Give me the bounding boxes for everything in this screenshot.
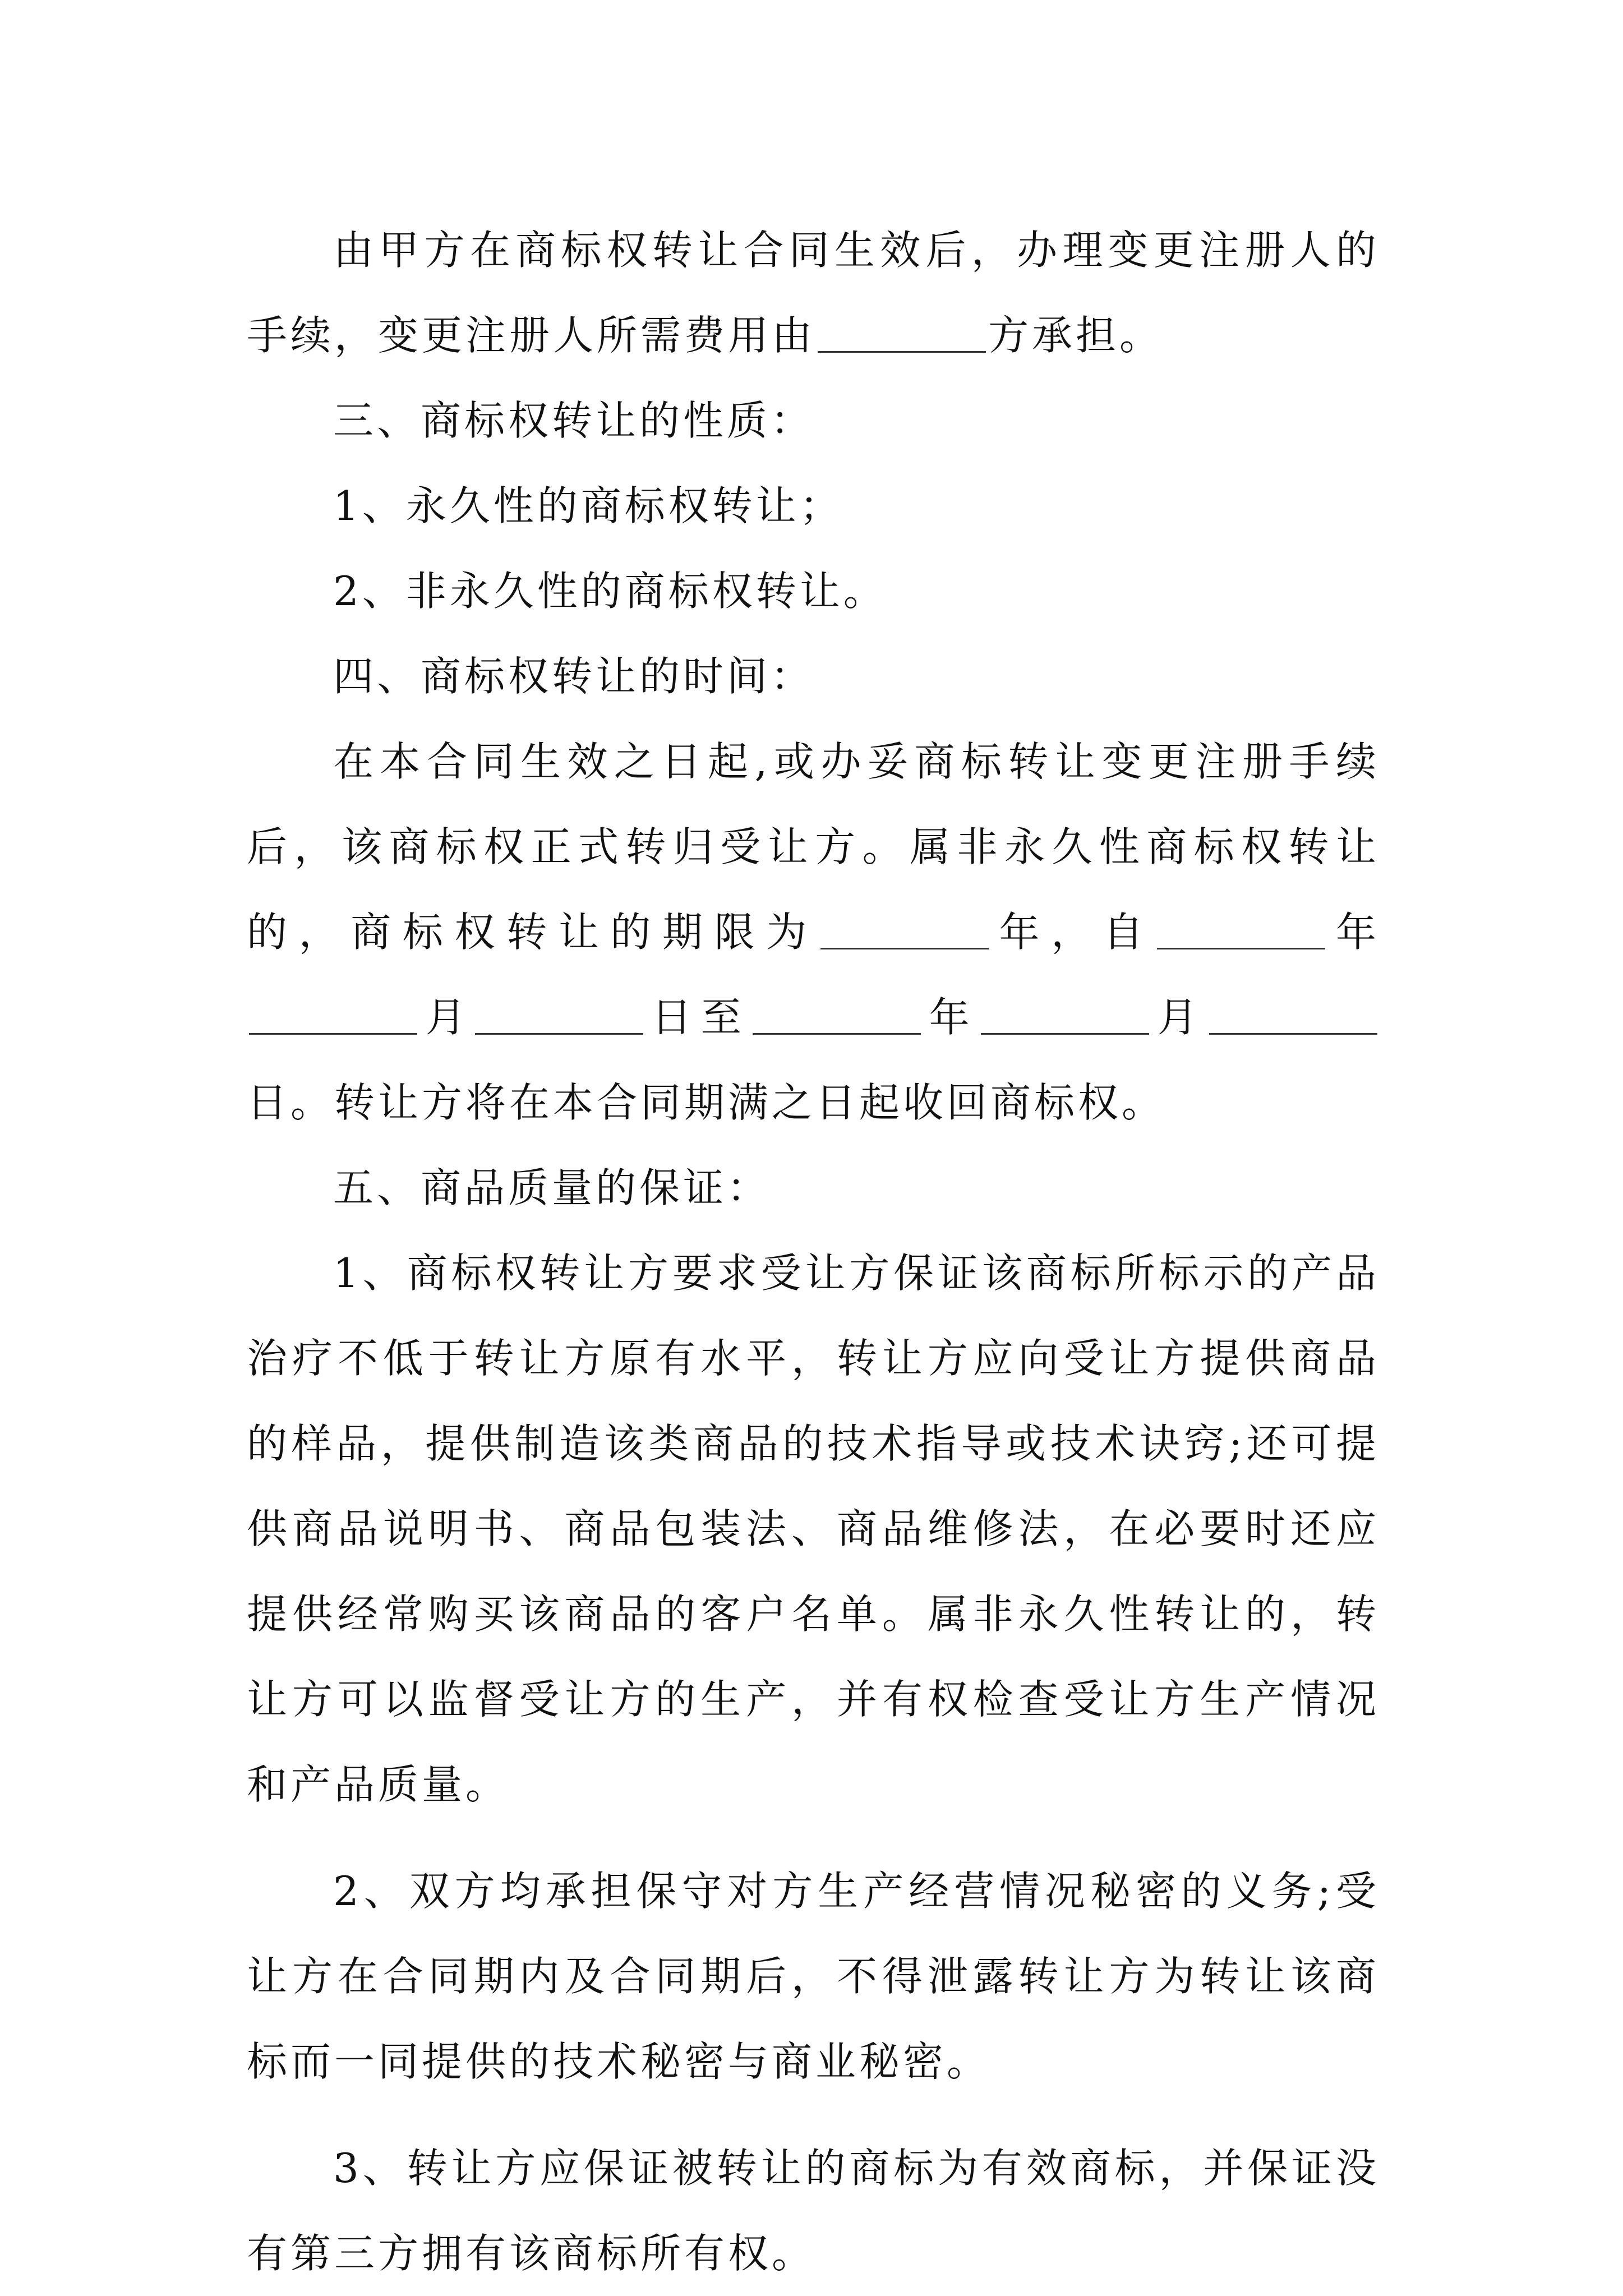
paragraph-text: 方承担。 (988, 312, 1164, 359)
paragraph-text: 年 (1327, 909, 1380, 956)
paragraph-text: 月 (1151, 994, 1207, 1041)
fill-in-blank (1157, 914, 1325, 949)
fill-in-blank (820, 914, 989, 949)
paragraph-text: 日。转让方将在本合同期满之日起收回商标权。 (247, 1079, 1166, 1126)
fill-in-blank (249, 999, 417, 1035)
paragraph-text: 年 (923, 994, 979, 1041)
list-item-non-permanent: 2、非永久性的商标权转让。 (333, 568, 887, 615)
fill-in-blank (1209, 999, 1377, 1035)
paragraph-text: 在本合同生效之日起,或办妥商标转让变更注册手续后，该商标权正式转归受让方。属非永久性商标权转让的，商标权转让的期限为 (247, 738, 1380, 956)
fill-in-blank (753, 999, 921, 1035)
paragraph-text: 日至 (645, 994, 751, 1041)
paragraph-text: 由甲方在商标权转让合同生效后，办理变更注册人的手续，变更注册人所需费用由 (247, 227, 1380, 359)
list-item-permanent: 1、永久性的商标权转让； (333, 482, 843, 529)
document-page (247, 208, 1380, 2296)
paragraph-text: 月 (419, 994, 475, 1041)
section-heading-time: 四、商标权转让的时间： (333, 653, 815, 700)
paragraph-transfer-period (247, 719, 1380, 1145)
section-heading-quality: 五、商品质量的保证： (333, 1164, 771, 1211)
paragraph-quality-3: 3、转让方应保证被转让的商标为有效商标，并保证没有第三方拥有该商标所有权。 (247, 2145, 1380, 2277)
paragraph-quality-1: 1、商标权转让方要求受让方保证该商标所标示的产品治疗不低于转让方原有水平，转让方应向受让方提供商品的样品，提供制造该类商品的技术指导或技术诀窍;还可提供商品说明书、商品包装法、商品维修法，在必要时还应提供经常购买该商品的客户名单。属非永久性转让的，转让方可以监督受让方的生产，并有权检查受让方生产情况和产品质量。 (247, 1250, 1380, 1808)
paragraph-registration-change (247, 208, 1380, 378)
paragraph-text: 年，自 (990, 909, 1155, 956)
fill-in-blank (475, 999, 643, 1035)
fill-in-blank (981, 999, 1149, 1035)
paragraph-quality-2: 2、双方均承担保守对方生产经营情况秘密的义务;受让方在合同期内及合同期后，不得泄露转让方为转让该商标而一同提供的技术秘密与商业秘密。 (247, 1868, 1380, 2085)
fill-in-blank (818, 317, 986, 353)
section-heading-nature: 三、商标权转让的性质： (333, 397, 815, 444)
